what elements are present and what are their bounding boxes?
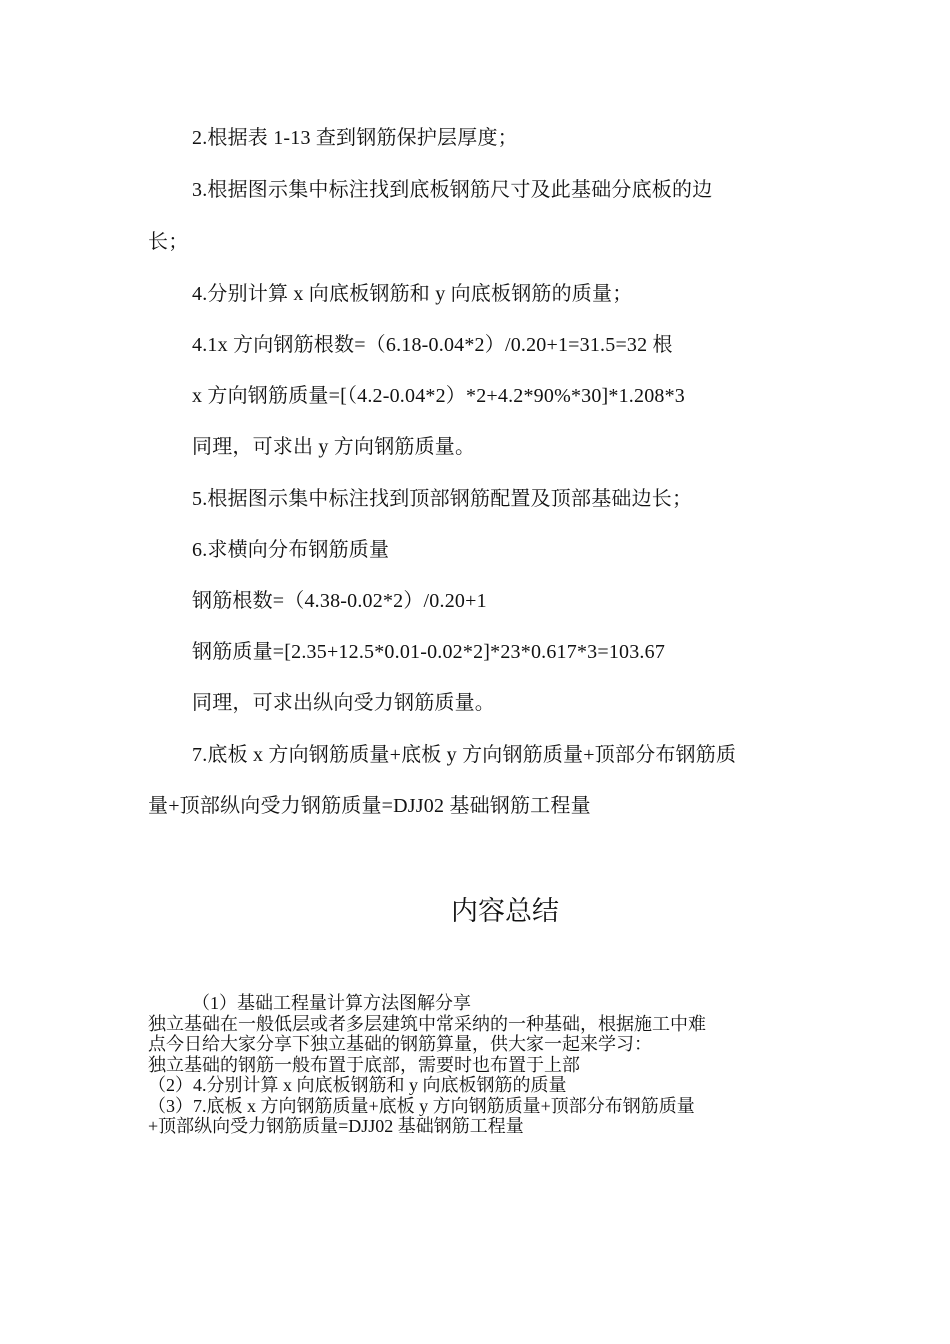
body-line-12: 同理，可求出纵向受力钢筋质量。 [192, 692, 495, 714]
summary-line-7: +顶部纵向受力钢筋质量=DJJ02 基础钢筋工程量 [148, 1116, 524, 1136]
summary-line-1: （1）基础工程量计算方法图解分享 [192, 993, 471, 1013]
body-line-14: 量+顶部纵向受力钢筋质量=DJJ02 基础钢筋工程量 [148, 795, 591, 817]
body-line-9: 6.求横向分布钢筋质量 [192, 539, 390, 561]
body-line-13: 7.底板 x 方向钢筋质量+底板 y 方向钢筋质量+顶部分布钢筋质 [192, 744, 737, 766]
body-line-7: 同理，可求出 y 方向钢筋质量。 [192, 436, 476, 458]
summary-line-6: （3）7.底板 x 方向钢筋质量+底板 y 方向钢筋质量+顶部分布钢筋质量 [148, 1095, 695, 1116]
body-line-3: 长； [148, 231, 189, 253]
body-line-1: 2.根据表 1-13 查到钢筋保护层厚度； [192, 127, 518, 149]
body-line-5: 4.1x 方向钢筋根数=（6.18-0.04*2）/0.20+1=31.5=32 根 [192, 334, 673, 356]
summary-line-5: （2）4.分别计算 x 向底板钢筋和 y 向底板钢筋的质量 [148, 1075, 567, 1095]
body-line-4: 4.分别计算 x 向底板钢筋和 y 向底板钢筋的质量； [192, 283, 633, 305]
summary-heading: 内容总结 [451, 896, 559, 926]
body-line-6: x 方向钢筋质量=[（4.2-0.04*2）*2+4.2*90%*30]*1.208*3 [192, 385, 685, 407]
body-line-8: 5.根据图示集中标注找到顶部钢筋配置及顶部基础边长； [192, 488, 693, 510]
body-line-10: 钢筋根数=（4.38-0.02*2）/0.20+1 [192, 590, 487, 612]
summary-line-2: 独立基础在一般低层或者多层建筑中常采纳的一种基础，根据施工中难 [148, 1013, 706, 1034]
summary-block [148, 993, 808, 1137]
body-line-2: 3.根据图示集中标注找到底板钢筋尺寸及此基础分底板的边 [192, 179, 713, 201]
summary-line-3: 点今日给大家分享下独立基础的钢筋算量，供大家一起来学习： [148, 1034, 652, 1054]
summary-line-4: 独立基础的钢筋一般布置于底部，需要时也布置于上部 [148, 1054, 580, 1075]
body-line-11: 钢筋质量=[2.35+12.5*0.01-0.02*2]*23*0.617*3=103.67 [192, 641, 666, 663]
